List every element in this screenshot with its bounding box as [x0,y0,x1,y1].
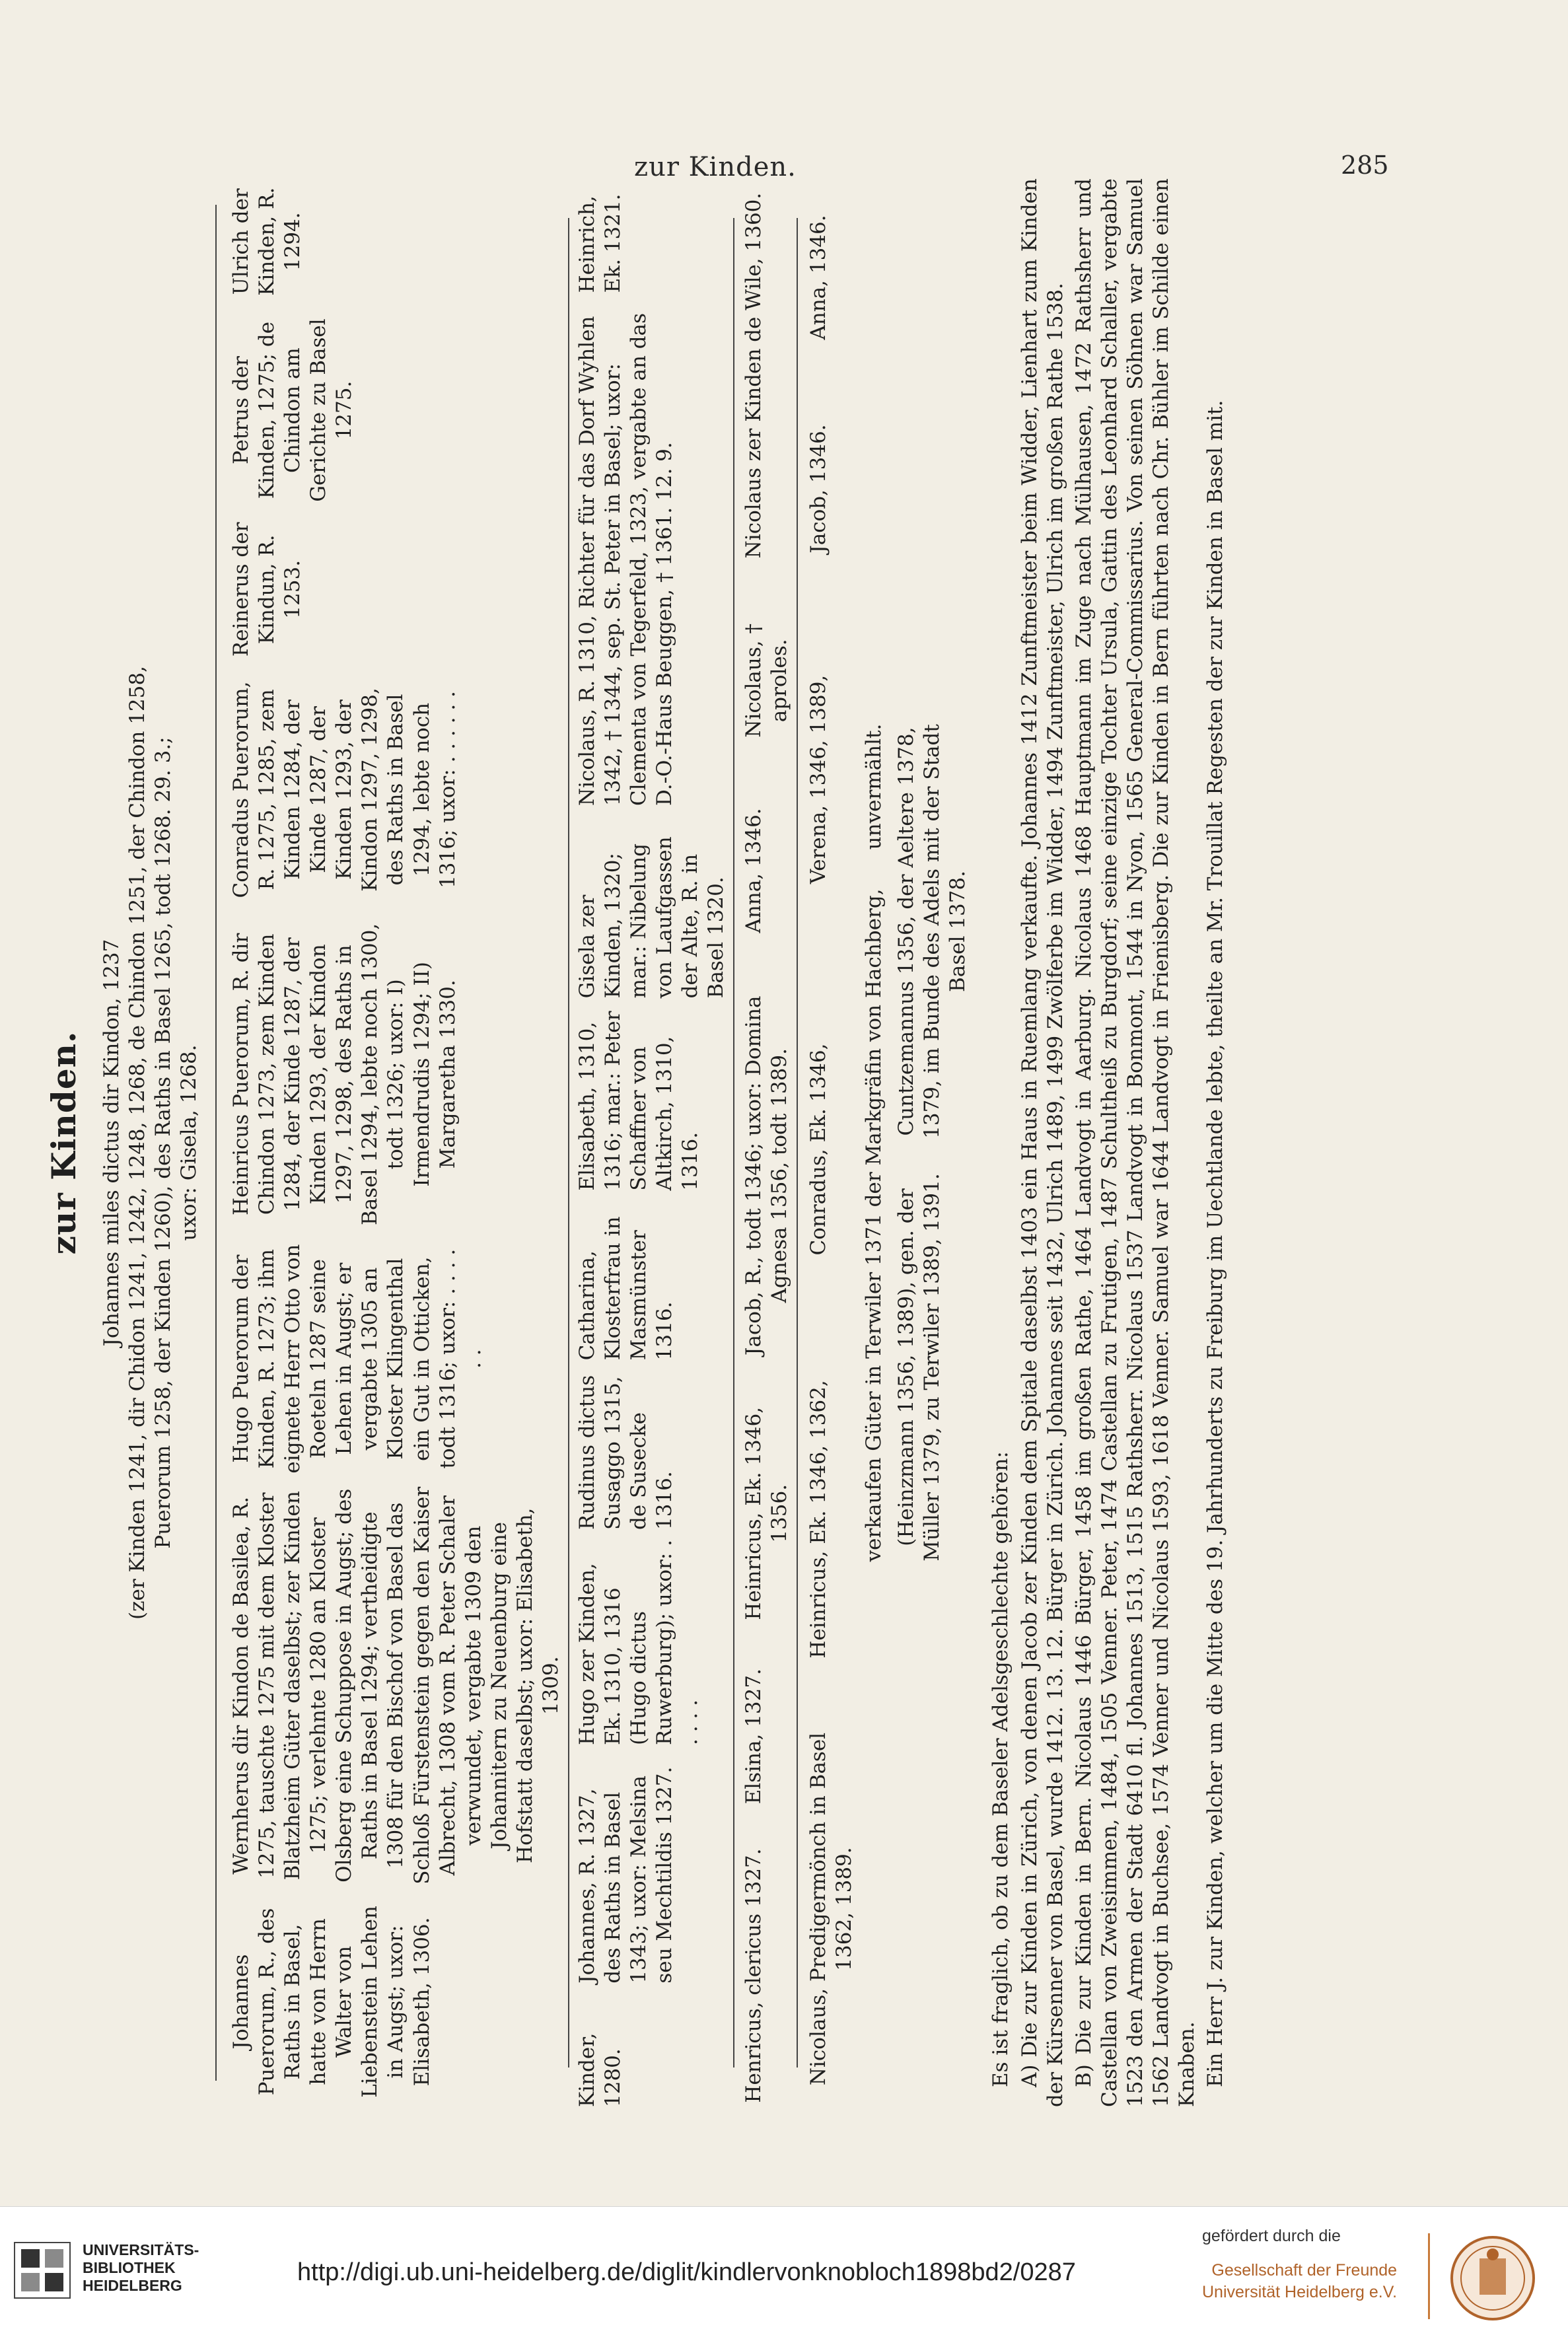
person-entry: Jacob, 1346. [806,424,831,554]
person-entry: Catharina, Klosterfrau in Masmünster 1316. [575,1216,676,1361]
person-entry: Elisabeth, 1310, 1316; mar.: Peter Schaffner von Altkirch, 1310, 1316. [575,1011,702,1191]
generation-4 [741,178,793,2107]
person-entry: Nicolaus, Predigermönch in Basel 1362, 1389. [806,1732,857,2086]
gen5-note: verkaufen Güter in Terwiler 1371 der Markgräfin von Hachberg, unvermählt. [862,723,886,1562]
person-entry: Ulrich der Kinden, R. 1294. [229,187,305,296]
person-entry: Rudinus dictus Susaggo 1315, de Susecke 1316. [575,1375,676,1530]
library-name: UNIVERSITÄTS- BIBLIOTHEK HEIDELBERG [83,2241,199,2295]
person-entry: Johannes Puerorum, R., des Raths in Basel, hatte von Herrn Walter von Liebenstein Lehen in Augst; uxor: Elisabeth, 1306. [229,1906,434,2098]
generation-connector [568,218,569,2067]
generation-connector [206,178,229,2107]
permalink-url[interactable]: http://digi.ub.uni-heidelberg.de/diglit/kindlervonknobloch1898bd2/0287 [297,2258,1076,2286]
person-entry: Heinricus Puerorum, R. dir Chindon 1273, zem Kinden 1284, der Kinde 1287, der Kinden 1293, der Kindon 1297, 1298, des Raths in Basel 1294, lebte noch 1300, todt 1326; uxor: I) Irmendrudis 1294; II) Margaretha 1330. [229,923,460,1225]
person-entry: Hugo Puerorum der Kinden, R. 1273; ihm eignete Herr Otto von Roeteln 1287 seine Lehen in Augst; er vergabte 1305 an Kloster Klingenthal ein Gut in Otticken, todt 1316; uxor: . . . . . . [229,1244,485,1474]
generation-3 [575,178,729,2107]
person-entry: Cuntzemannus 1356, der Aeltere 1378, 1379, im Bunde des Adels mit der Stadt Basel 1378. [894,724,970,1139]
page-title: zur Kinden. [44,1030,83,1255]
body-text [988,178,1228,2107]
generation-connector [797,218,798,2067]
person-entry: Heinrich, Ek. 1321. [575,194,625,293]
person-entry: Gisela zer Kinden, 1320; mar.: Nibelung von Laufgassen der Alte, R. in Basel 1320. [575,836,729,999]
person-entry: Kinder, 1280. [575,2032,625,2107]
running-head: zur Kinden. [634,152,797,182]
person-entry: Johannes, R. 1327, des Raths in Basel 1343; uxor: Melsina seu Mechtildis 1327. [575,1766,676,1984]
generation-2 [229,178,564,2107]
person-entry: Conradus Puerorum, R. 1275, 1285, zem Kinden 1284, der Kinde 1287, der Kinden 1293, der Kindon 1297, 1298, des Raths in Basel 1294, lebte noch 1316; uxor: . . . . . . [229,681,460,898]
sponsor-divider [1428,2233,1430,2319]
person-entry: Nicolaus, R. 1310, Richter für das Dorf Wyhlen 1342, † 1344, sep. St. Peter in Basel; uxor: Clementa von Tegerfeld, 1323, vergabte an das D.-O.-Haus Beuggen, † 1361. 12. 9. [575,312,676,806]
library-logo-icon [12,2240,73,2301]
person-entry: (Heinzmann 1356, 1389), gen. der Müller 1379, zu Terwiler 1389, 1391. [894,1173,944,1562]
viewer-footer [0,2206,1568,2337]
person-entry: Jacob, R., todt 1346; uxor: Domina Agnesa 1356, todt 1389. [742,995,792,1355]
person-entry: Nicolaus zer Kinden de Wile, 1360. [742,192,766,559]
person-entry: Henricus, clericus 1327. [742,1848,766,2103]
person-entry: Conradus, Ek. 1346, [806,1043,831,1256]
root-ancestor: Johannes miles dictus dir Kindon, 1237 (zer Kinden 1241, dir Chidon 1241, 1242, 1248, 1268, de Chindon 1251, der Chindon 1258, Puerorum 1258, der Kinden 1260), des Raths in Basel 1265, todt 1268. 29. 3.; uxor: Gisela, 1268. [100,666,201,1620]
person-entry: Anna, 1346. [742,808,766,933]
person-entry: Verena, 1346, 1389, [806,674,831,884]
generation-connector [733,218,734,2067]
person-entry: Wernherus dir Kindon de Basilea, R. 1275, tauschte 1275 mit dem Kloster Blatzheim Güter daselbst; zer Kinden 1275; verlehnte 1280 an Kloster Olsberg eine Schuppose in Augst; des Raths in Basel 1294; vertheidigte 1308 für den Bischof von Basel das Schloß Fürstenstein gegen den Kaiser Albrecht, 1308 vom R. Peter Schaler verwundet, vergabte 1309 den Johannitern zu Neuenburg eine Hofstatt daselbst; uxor: Elisabeth, 1309. [229,1486,563,1885]
person-entry: Elsina, 1327. [742,1669,766,1805]
generation-6 [894,178,971,2107]
sponsor-intro: gefördert durch die [1202,2227,1341,2245]
person-entry: Hugo zer Kinden, Ek. 1310, 1316 (Hugo dictus Ruwerburg); uxor: . . . . . [575,1540,702,1745]
unmarried-note: unvermählt. [862,723,886,850]
university-seal-icon [1443,2232,1542,2324]
generation-5 [806,178,857,2107]
sponsor-name: Gesellschaft der Freunde Universität Heidelberg e.V. [1202,2261,1398,2301]
person-entry: Reinerus der Kindun, R. 1253. [229,522,305,657]
body-paragraph-c: Ein Herr J. zur Kinden, welcher um die Mitte des 19. Jahrhunderts zu Freiburg im Uechtlande lebte, theilte an Mr. Trouillat Regesten der zur Kinden in Basel mit. [1203,400,1227,2087]
person-entry: Nicolaus, † aproles. [742,624,792,738]
body-paragraph-a: A) Die zur Kinden in Zürich, von denen Jacob zer Kinden dem Spitale daselbst 1403 ein Haus in Ruemlang verkaufte. Johannes 1412 Zunftmeister beim Widder, Lienhart zum Kinden der Kürsenner von Basel, wurde 1412. 13. 12. Bürger in Zürich. Johannes seit 1432, Ulrich 1489, 1499 Zwölferbe im Widder, 1494 Zunftmeister, Ulrich im großen Rathe 1538. [1017,178,1067,2107]
page-number: 285 [1341,151,1389,180]
person-entry: Anna, 1346. [806,215,831,340]
body-intro: Es ist fraglich, ob zu dem Baseler Adelsgeschlechte gehören: [989,1451,1013,2087]
rotated-genealogy-content [43,178,1285,2107]
person-entry: Heinricus, Ek. 1346, 1362, [806,1380,831,1659]
person-entry: Heinricus, Ek. 1346, 1356. [742,1406,792,1620]
person-entry: Petrus der Kinden, 1275; de Chindon am Gerichte zu Basel 1275. [229,318,357,502]
body-paragraph-b: B) Die zur Kinden in Bern. Nicolaus 1446 Bürger, 1458 im großen Rathe, 1464 Landvogt in Aarburg. Nicolaus 1468 Hauptmann im Zuge nach Mülhausen, 1472 Rathsherr und Castellan von Zweisimmen, 1484, 1505 Venner. Peter, 1474 Castellan zu Frutigen, 1487 Schultheiß zu Burgdorf; seine einzige Tochter Ursula, Gattin des Leonhard Schaller, vergabte 1523 den Armen der Stadt 6410 fl. Johannes 1513, 1515 Rathsherr. Nicolaus 1537 Landvogt in Bonmont, 1544 in Nyon, 1565 General-Commissarius. Von seinen Söhnen war Samuel 1562 Landvogt in Buchsee, 1574 Venner und Nicolaus 1593, 1618 Venner. Samuel war 1644 Landvogt in Frienisberg. Die zur Kinden in Bern führten nach Chr. Bühler im Schilde einen Knaben. [1071,178,1199,2107]
